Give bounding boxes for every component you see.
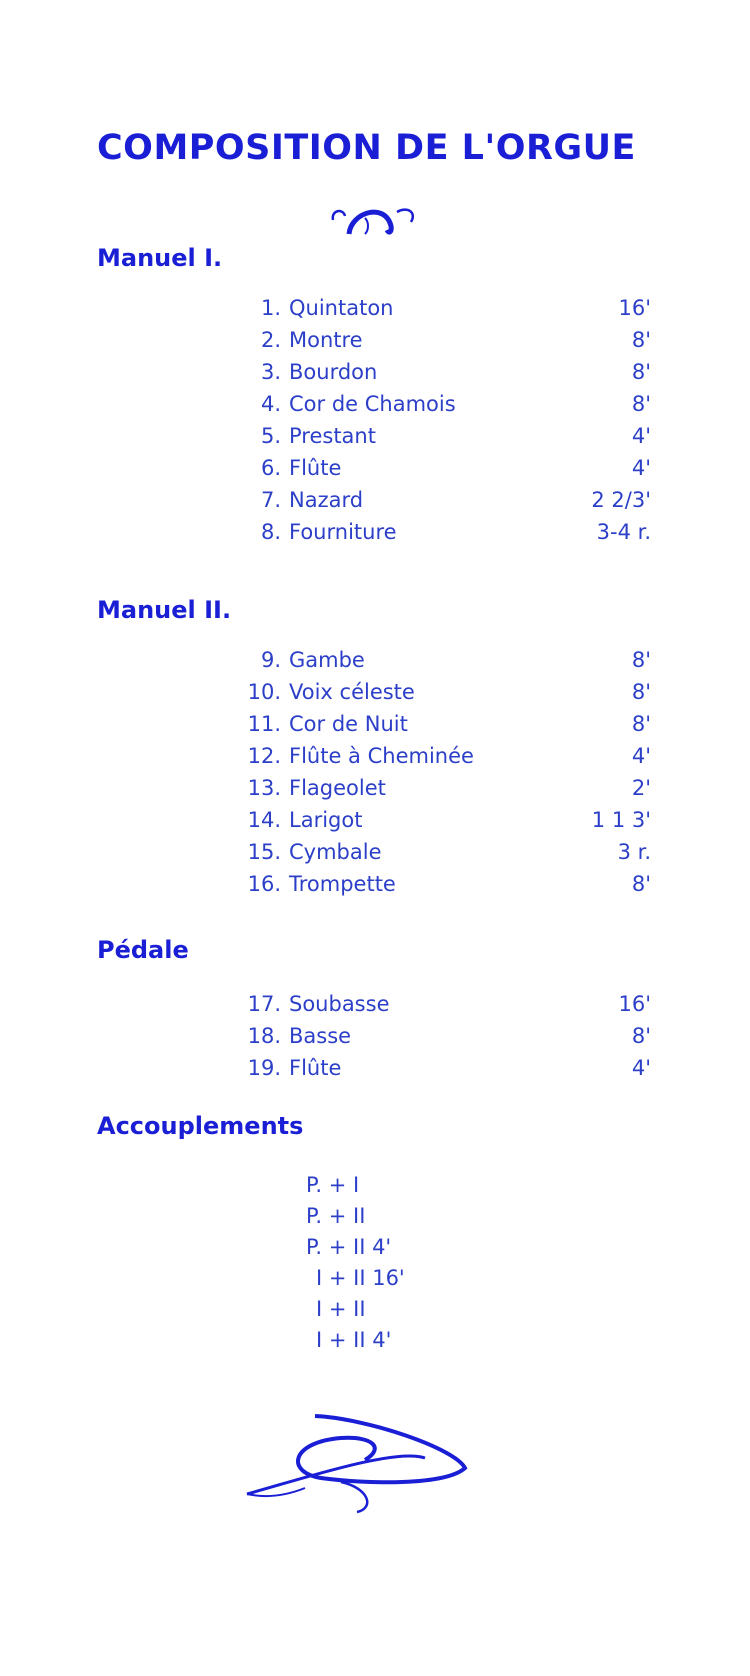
stop-list-manuel-1 — [233, 292, 651, 548]
stop-pitch: 1 1 3' — [591, 808, 651, 832]
stop-number: 17. — [247, 992, 281, 1016]
list-item — [233, 516, 651, 548]
stop-number: 5. — [260, 424, 281, 448]
stop-number: 11. — [247, 712, 281, 736]
stop-number: 16. — [247, 872, 281, 896]
page-title: COMPOSITION DE L'ORGUE — [97, 128, 636, 168]
list-item — [233, 836, 651, 868]
stop-pitch: 8' — [631, 712, 651, 736]
stop-name: Quintaton — [289, 296, 394, 320]
stop-pitch: 4' — [631, 1056, 651, 1080]
stop-number: 15. — [247, 840, 281, 864]
list-item — [233, 292, 651, 324]
list-item — [233, 676, 651, 708]
list-item — [233, 868, 651, 900]
list-item — [233, 740, 651, 772]
stop-number: 2. — [260, 328, 281, 352]
stop-name: Flûte — [289, 1056, 342, 1080]
section-heading-pedale: Pédale — [97, 936, 189, 964]
stop-pitch: 4' — [631, 456, 651, 480]
list-item — [233, 772, 651, 804]
stop-number: 3. — [260, 360, 281, 384]
stop-pitch: 3-4 r. — [596, 520, 651, 544]
stop-pitch: 8' — [631, 328, 651, 352]
list-item — [233, 356, 651, 388]
stop-name: Basse — [289, 1024, 352, 1048]
stop-name: Bourdon — [289, 360, 378, 384]
list-item — [233, 484, 651, 516]
stop-list-pedale — [233, 988, 651, 1084]
list-item: I + II 4' — [316, 1328, 392, 1352]
list-item — [233, 1020, 651, 1052]
stop-pitch: 8' — [631, 648, 651, 672]
stop-number: 4. — [260, 392, 281, 416]
stop-number: 14. — [247, 808, 281, 832]
stop-pitch: 8' — [631, 872, 651, 896]
list-item: P. + II — [306, 1204, 366, 1228]
scroll-ornament-icon — [325, 204, 435, 244]
section-heading-manuel-1: Manuel I. — [97, 244, 223, 272]
stop-name: Prestant — [289, 424, 376, 448]
list-item: P. + II 4' — [306, 1235, 392, 1259]
stop-pitch: 4' — [631, 744, 651, 768]
list-item — [233, 324, 651, 356]
stop-name: Trompette — [289, 872, 396, 896]
stop-pitch: 8' — [631, 1024, 651, 1048]
list-item — [233, 644, 651, 676]
stop-name: Soubasse — [289, 992, 390, 1016]
list-item — [233, 388, 651, 420]
list-item — [233, 452, 651, 484]
list-item: P. + I — [306, 1173, 360, 1197]
stop-number: 7. — [260, 488, 281, 512]
stop-name: Cor de Nuit — [289, 712, 408, 736]
stop-name: Nazard — [289, 488, 364, 512]
section-heading-manuel-2: Manuel II. — [97, 596, 232, 624]
stop-pitch: 8' — [631, 680, 651, 704]
stop-name: Gambe — [289, 648, 365, 672]
stop-name: Cor de Chamois — [289, 392, 456, 416]
stop-name: Montre — [289, 328, 363, 352]
stop-pitch: 16' — [618, 296, 651, 320]
stop-pitch: 8' — [631, 392, 651, 416]
stop-number: 13. — [247, 776, 281, 800]
stop-number: 6. — [260, 456, 281, 480]
stop-pitch: 2' — [631, 776, 651, 800]
list-item: I + II 16' — [316, 1266, 405, 1290]
stop-name: Larigot — [289, 808, 363, 832]
stop-number: 1. — [260, 296, 281, 320]
flourish-ornament-icon — [245, 1408, 485, 1518]
list-item — [233, 420, 651, 452]
list-item — [233, 804, 651, 836]
coupler-list — [306, 1170, 526, 1356]
stop-number: 12. — [247, 744, 281, 768]
stop-number: 8. — [260, 520, 281, 544]
stop-number: 10. — [247, 680, 281, 704]
stop-list-manuel-2 — [233, 644, 651, 900]
stop-pitch: 2 2/3' — [591, 488, 651, 512]
stop-number: 19. — [247, 1056, 281, 1080]
list-item — [233, 988, 651, 1020]
stop-name: Cymbale — [289, 840, 382, 864]
stop-pitch: 4' — [631, 424, 651, 448]
stop-number: 18. — [247, 1024, 281, 1048]
stop-name: Flageolet — [289, 776, 386, 800]
stop-name: Flûte — [289, 456, 342, 480]
stop-name: Fourniture — [289, 520, 397, 544]
stop-name: Flûte à Cheminée — [289, 744, 474, 768]
list-item — [233, 708, 651, 740]
section-heading-accouplements: Accouplements — [97, 1112, 304, 1140]
stop-pitch: 3 r. — [617, 840, 651, 864]
stop-number: 9. — [260, 648, 281, 672]
stop-name: Voix céleste — [289, 680, 415, 704]
list-item — [233, 1052, 651, 1084]
stop-pitch: 16' — [618, 992, 651, 1016]
stop-pitch: 8' — [631, 360, 651, 384]
list-item: I + II — [316, 1297, 366, 1321]
